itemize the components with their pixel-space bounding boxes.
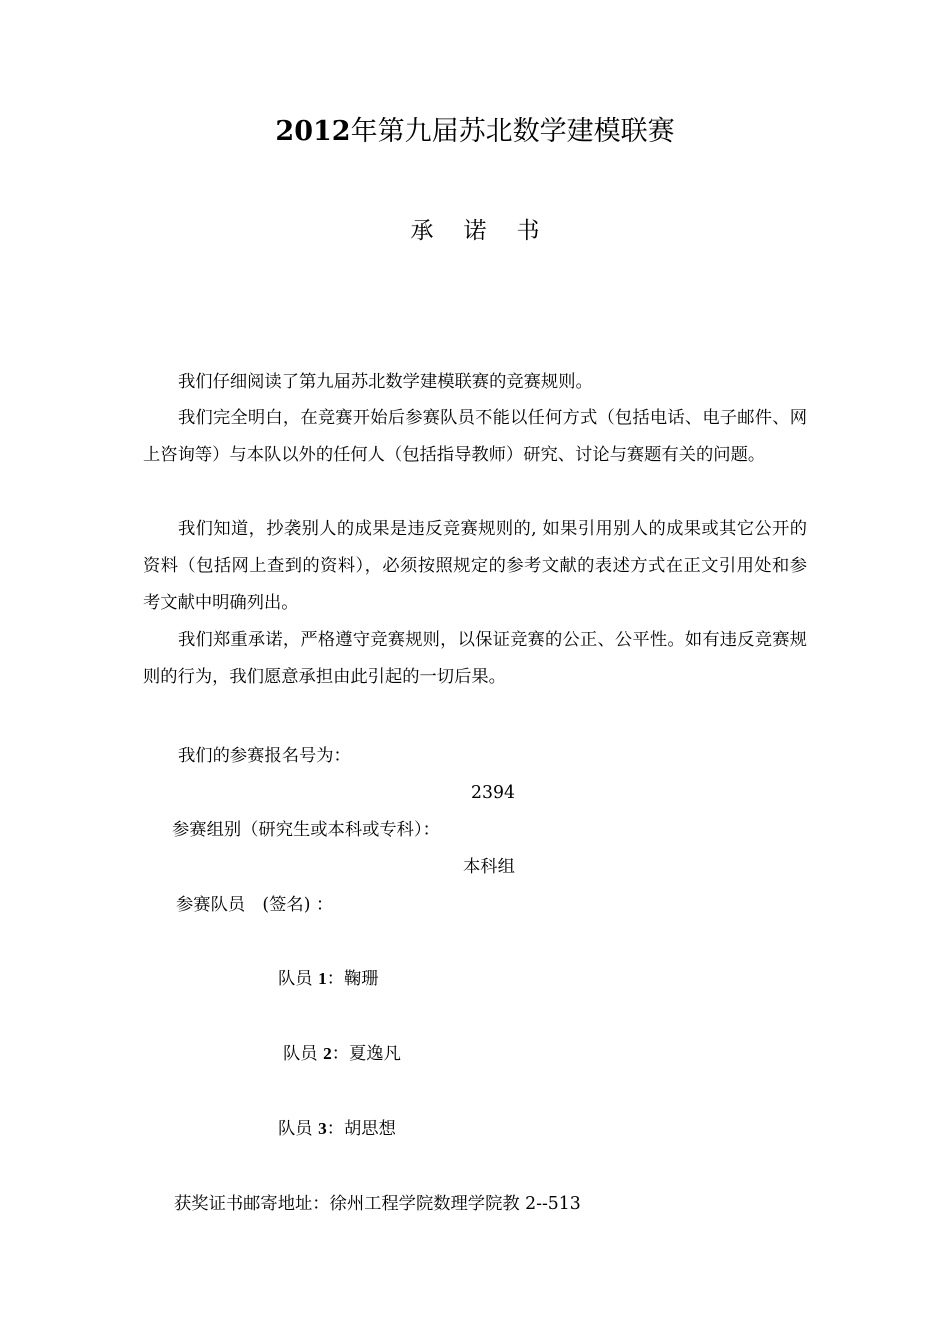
member-number: 2 (323, 1044, 332, 1063)
address-label: 获奖证书邮寄地址： (174, 1194, 330, 1214)
member-name: 夏逸凡 (349, 1044, 401, 1064)
mailing-address (174, 1189, 581, 1219)
signature-label: 参赛队员 (签名) ： (176, 895, 334, 915)
paragraph-1: 我们仔细阅读了第九届苏北数学建模联赛的竞赛规则。 (178, 372, 593, 392)
member-number: 1 (318, 969, 327, 988)
member-prefix: 队员 (278, 969, 313, 989)
member-name: 胡思想 (344, 1119, 396, 1139)
group-label: 参赛组别（研究生或本科或专科）： (172, 820, 440, 840)
document-subtitle: 承诺书 (410, 218, 570, 244)
title-text: 年第九届苏北数学建模联赛 (350, 116, 675, 147)
title-year: 2012 (275, 116, 351, 147)
member-separator: ： (331, 1044, 350, 1064)
paragraph-2: 我们完全明白，在竞赛开始后参赛队员不能以任何方式（包括电话、电子邮件、网上咨询等）与本队以外的任何人（包括指导教师）研究、讨论与赛题有关的问题。 (143, 408, 807, 465)
registration-label: 我们的参赛报名号为： (178, 746, 351, 766)
paragraph-3: 我们知道，抄袭别人的成果是违反竞赛规则的, 如果引用别人的成果或其它公开的资料（包括网上查到的资料），必须按照规定的参考文献的表述方式在正文引用处和参考文献中明确列出。 (143, 519, 807, 613)
group-value: 本科组 (463, 857, 515, 877)
member-prefix: 队员 (278, 1119, 313, 1139)
member-name: 鞠珊 (344, 969, 379, 989)
member-3 (278, 1114, 396, 1144)
paragraph-4: 我们郑重承诺，严格遵守竞赛规则，以保证竞赛的公正、公平性。如有违反竞赛规则的行为，我们愿意承担由此引起的一切后果。 (143, 630, 807, 687)
registration-number: 2394 (471, 783, 515, 803)
member-separator: ： (326, 969, 345, 989)
member-prefix: 队员 (283, 1044, 318, 1064)
member-number: 3 (318, 1119, 327, 1138)
member-separator: ： (326, 1119, 345, 1139)
address-value: 徐州工程学院数理学院教 2--513 (329, 1194, 581, 1214)
member-1 (278, 964, 379, 994)
document-title (0, 112, 950, 152)
member-2 (283, 1039, 401, 1069)
